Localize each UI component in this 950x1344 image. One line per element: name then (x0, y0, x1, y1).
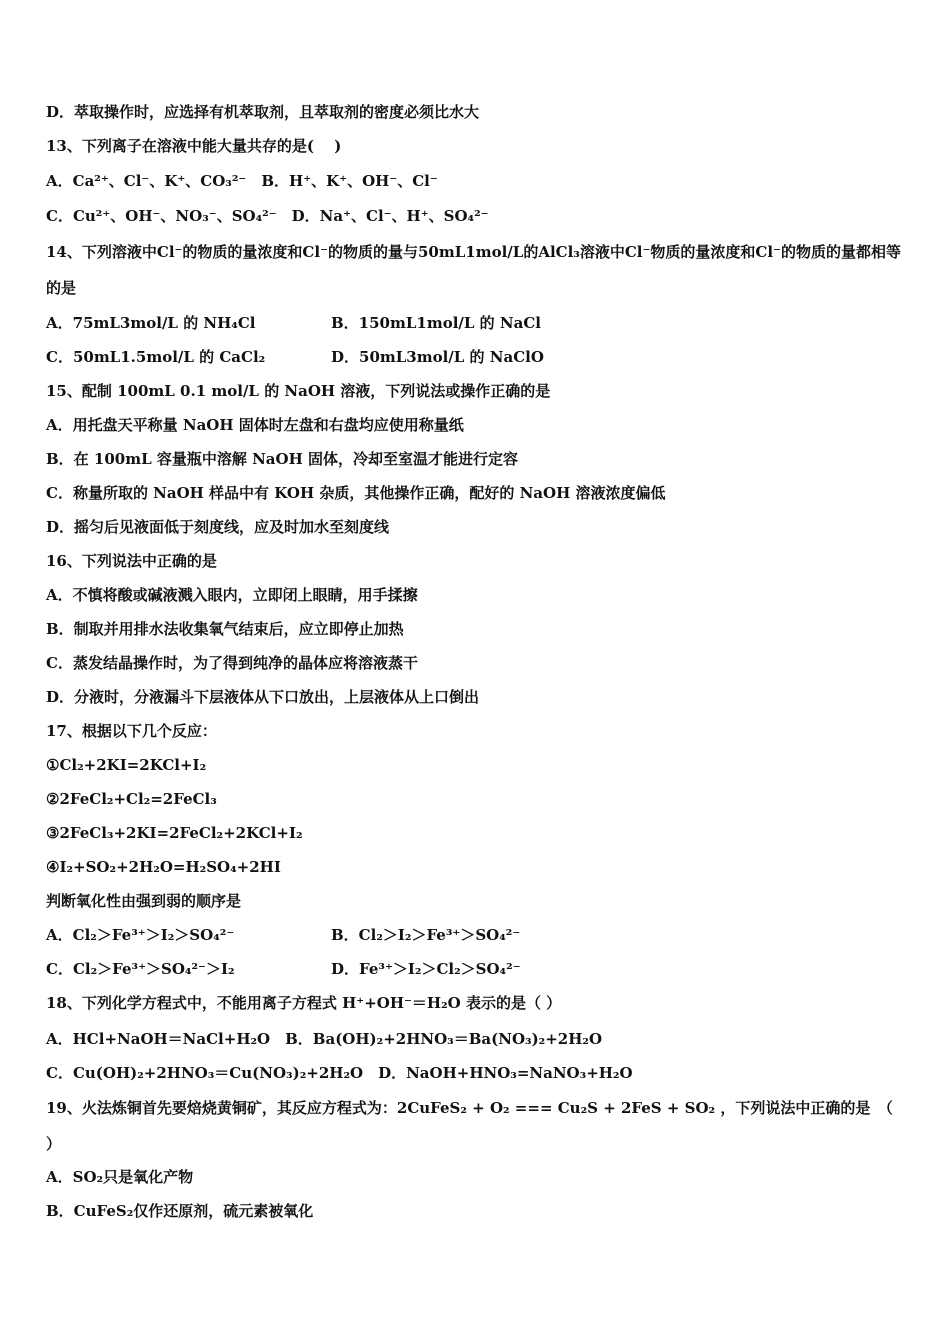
q17-reaction-3: ③2FeCl₃+2KI=2FeCl₂+2KCl+I₂ (46, 824, 303, 842)
q15-option-b: B．在 100mL 容量瓶中溶解 NaOH 固体，冷却至室温才能进行定容 (46, 450, 518, 468)
q13-options-ab: A．Ca²⁺、Cl⁻、K⁺、CO₃²⁻ B．H⁺、K⁺、OH⁻、Cl⁻ (46, 172, 438, 190)
q17-reaction-4: ④I₂+SO₂+2H₂O=H₂SO₄+2HI (46, 858, 281, 876)
q19-option-b: B．CuFeS₂仅作还原剂，硫元素被氧化 (46, 1202, 314, 1220)
q16-option-b: B．制取并用排水法收集氧气结束后，应立即停止加热 (46, 620, 404, 638)
q14-option-d: D．50mL3mol/L 的 NaClO (331, 348, 544, 366)
q14-option-c: C．50mL1.5mol/L 的 CaCl₂ (46, 348, 266, 366)
q16-option-a: A．不慎将酸或碱液溅入眼内，立即闭上眼睛，用手揉擦 (46, 586, 418, 604)
q19-stem: 19、火法炼铜首先要焙烧黄铜矿，其反应方程式为：2CuFeS₂ + O₂ === Cu₂S + 2FeS + SO₂ ，下列说法中正确的是 （ ） (46, 1099, 914, 1153)
q17-ask: 判断氧化性由强到弱的顺序是 (46, 892, 242, 910)
q15-option-c: C．称量所取的 NaOH 样品中有 KOH 杂质，其他操作正确，配好的 NaOH 溶液浓度偏低 (46, 484, 666, 502)
q14-stem: 14、下列溶液中Cl⁻的物质的量浓度和Cl⁻的物质的量与50mL1mol/L的AlCl₃溶液中Cl⁻物质的量浓度和Cl⁻的物质的量都相等的是 (46, 243, 901, 297)
q16-option-c: C．蒸发结晶操作时，为了得到纯净的晶体应将溶液蒸干 (46, 654, 418, 672)
q17-option-d: D．Fe³⁺＞I₂＞Cl₂＞SO₄²⁻ (331, 960, 521, 978)
q16-option-d: D．分液时，分液漏斗下层液体从下口放出，上层液体从上口倒出 (46, 688, 480, 706)
q17-reaction-1: ①Cl₂+2KI=2KCl+I₂ (46, 756, 207, 774)
q12-option-d: D．萃取操作时，应选择有机萃取剂，且萃取剂的密度必须比水大 (46, 103, 480, 121)
q15-option-a: A．用托盘天平称量 NaOH 固体时左盘和右盘均应使用称量纸 (46, 416, 464, 434)
q17-reaction-2: ②2FeCl₂+Cl₂=2FeCl₃ (46, 790, 217, 808)
q18-stem: 18、下列化学方程式中，不能用离子方程式 H⁺+OH⁻＝H₂O 表示的是（ ） (46, 994, 562, 1012)
q17-option-b: B．Cl₂＞I₂＞Fe³⁺＞SO₄²⁻ (331, 926, 521, 944)
q15-option-d: D．摇匀后见液面低于刻度线，应及时加水至刻度线 (46, 518, 390, 536)
q16-stem: 16、下列说法中正确的是 (46, 552, 217, 570)
q18-options-ab: A．HCl+NaOH＝NaCl+H₂O B．Ba(OH)₂+2HNO₃＝Ba(NO₃)₂+2H₂O (46, 1030, 603, 1048)
q19-option-a: A．SO₂只是氧化产物 (46, 1168, 194, 1186)
q18-options-cd: C．Cu(OH)₂+2HNO₃＝Cu(NO₃)₂+2H₂O D．NaOH+HNO₃=NaNO₃+H₂O (46, 1064, 633, 1082)
q13-stem: 13、下列离子在溶液中能大量共存的是( ) (46, 137, 342, 155)
q14-option-a: A．75mL3mol/L 的 NH₄Cl (46, 314, 256, 332)
q13-options-cd: C．Cu²⁺、OH⁻、NO₃⁻、SO₄²⁻ D．Na⁺、Cl⁻、H⁺、SO₄²⁻ (46, 207, 489, 225)
q15-stem: 15、配制 100mL 0.1 mol/L 的 NaOH 溶液，下列说法或操作正确的是 (46, 382, 551, 400)
q17-option-a: A．Cl₂＞Fe³⁺＞I₂＞SO₄²⁻ (46, 926, 235, 944)
q17-option-c: C．Cl₂＞Fe³⁺＞SO₄²⁻＞I₂ (46, 960, 235, 978)
q14-option-b: B．150mL1mol/L 的 NaCl (331, 314, 541, 332)
q17-stem: 17、根据以下几个反应： (46, 722, 217, 740)
